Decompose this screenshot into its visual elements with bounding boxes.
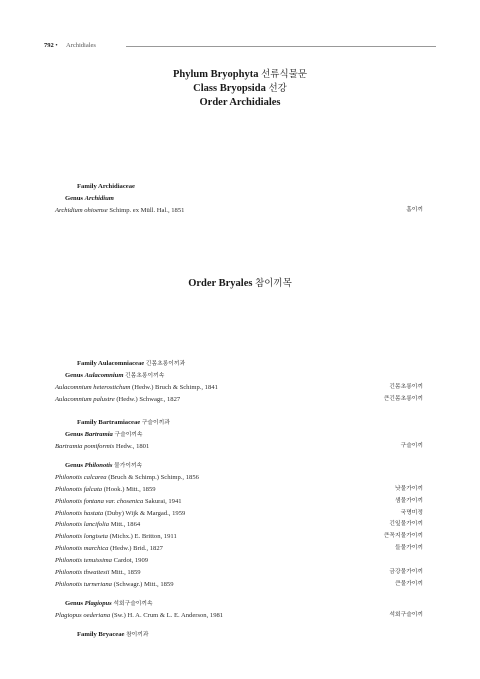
family-name: Family Bartramiaceae — [77, 419, 141, 426]
genus-name: Bartramia — [84, 431, 113, 438]
species-korean-name: 국명미정 — [400, 510, 423, 516]
running-title: Archidiales — [66, 42, 96, 49]
species-line — [55, 531, 423, 542]
species-name: Philonotis thwaitesii — [55, 569, 110, 576]
species-korean-name: 긴몸초롱이끼 — [389, 384, 423, 390]
heading-phylum: Phylum Bryophyta 선류식물문 — [173, 69, 307, 80]
species-name: Archidium ohioense — [55, 207, 108, 214]
species-line — [55, 484, 423, 495]
species-korean-name: 긴잎물가이끼 — [389, 521, 423, 527]
heading-class: Class Bryopsida 선강 — [193, 83, 287, 94]
genus-line — [55, 460, 423, 471]
species-name: Philonotis hastata — [55, 510, 104, 517]
species-name: Plagiopus oederiana — [55, 612, 111, 619]
genus-korean-name: 물가이끼속 — [114, 463, 143, 469]
species-name: Aulacomnium heterostichum — [55, 384, 131, 391]
species-name: Philonotis lancifolia — [55, 521, 110, 528]
species-korean-name: 큰꼭지물가이끼 — [383, 533, 423, 539]
species-korean-name: 구슬이끼 — [400, 443, 423, 449]
species-line — [55, 567, 423, 578]
species-korean-name: 큰물가이끼 — [395, 581, 423, 587]
running-header — [44, 42, 436, 52]
family-line — [55, 181, 423, 192]
family-line — [55, 358, 423, 369]
family-name: Family Archidiaceae — [77, 183, 135, 190]
genus-prefix: Genus — [65, 462, 83, 469]
species-author: (Bruch & Schimp.) Schimp., 1856 — [108, 474, 199, 481]
genus-name: Plagiopus — [84, 600, 112, 607]
genus-prefix: Genus — [65, 431, 83, 438]
genus-line — [55, 598, 423, 609]
species-name: Philonotis marchica — [55, 545, 109, 552]
genus-name: Archidium — [84, 195, 114, 202]
species-author: (Schwagr.) Mitt., 1859 — [113, 581, 174, 588]
family-korean-name: 참이끼과 — [126, 632, 149, 638]
species-name: Bartramia pomiformis — [55, 443, 115, 450]
family-line — [55, 417, 423, 428]
genus-line — [55, 370, 423, 381]
genus-name: Aulacomnium — [84, 372, 124, 379]
heading-order-archidiales: Order Archidiales — [199, 97, 281, 108]
species-line — [55, 441, 423, 452]
genus-name: Philonotis — [84, 462, 113, 469]
species-author: Mitt., 1864 — [110, 521, 141, 528]
species-name: Philonotis turneriana — [55, 581, 112, 588]
family-name: Family Aulacomniaceae — [77, 360, 145, 367]
header-rule — [126, 46, 436, 47]
family-korean-name: 구슬이끼과 — [141, 420, 170, 426]
genus-korean-name: 석회구슬이끼속 — [113, 601, 153, 607]
species-line — [55, 472, 423, 483]
species-author: (Hedw.) Bruch & Schimp., 1841 — [132, 384, 218, 391]
species-name: Philonotis fontana var. chosenica — [55, 498, 144, 505]
species-name: Philonotis falcata — [55, 486, 103, 493]
heading-order-bryales: Order Bryales 참이끼목 — [188, 278, 292, 289]
family-line — [55, 629, 423, 640]
species-line — [55, 382, 423, 393]
species-name: Aulacomnium palustre — [55, 396, 115, 403]
species-author: (Hedw.) Schwagr., 1827 — [116, 396, 181, 403]
species-author: Schimp. ex Müll. Hal., 1851 — [109, 207, 185, 214]
species-author: (Hook.) Mitt., 1859 — [103, 486, 156, 493]
species-line — [55, 394, 423, 405]
species-line — [55, 496, 423, 507]
species-line — [55, 555, 423, 566]
genus-prefix: Genus — [65, 195, 83, 202]
species-line — [55, 205, 423, 216]
species-author: Cardot, 1909 — [113, 557, 149, 564]
species-author: (Hedw.) Brid., 1827 — [110, 545, 163, 552]
species-korean-name: 홈이끼 — [406, 207, 423, 213]
family-name: Family Bryaceae — [77, 631, 125, 638]
genus-line — [55, 193, 423, 204]
family-korean-name: 긴몸초롱이끼과 — [145, 361, 186, 367]
genus-korean-name: 구슬이끼속 — [114, 432, 143, 438]
species-korean-name: 큰긴몸초롱이끼 — [383, 396, 423, 402]
species-author: (Duby) Wijk & Margad., 1959 — [104, 510, 186, 517]
species-author: Sakurai, 1941 — [144, 498, 182, 505]
species-name: Philonotis calcarea — [55, 474, 107, 481]
species-line — [55, 579, 423, 590]
species-line — [55, 508, 423, 519]
species-name: Philonotis tenuissima — [55, 557, 112, 564]
species-line — [55, 543, 423, 554]
species-korean-name: 들물가이끼 — [395, 545, 423, 551]
species-korean-name: 낫물가이끼 — [395, 486, 423, 492]
species-author: (Sw.) H. A. Crum & L. E. Anderson, 1981 — [111, 612, 224, 619]
genus-korean-name: 긴몸초롱이끼속 — [125, 373, 165, 379]
genus-prefix: Genus — [65, 600, 83, 607]
species-line — [55, 519, 423, 530]
species-korean-name: 샘물가이끼 — [395, 498, 423, 504]
species-author: Hedw., 1801 — [115, 443, 150, 450]
page-number: 792 • — [44, 42, 58, 49]
species-author: Mitt., 1859 — [111, 569, 141, 576]
species-author: (Michx.) E. Britton, 1911 — [109, 533, 177, 540]
genus-line — [55, 429, 423, 440]
species-korean-name: 금강물가이끼 — [389, 569, 423, 575]
species-line — [55, 610, 423, 621]
genus-prefix: Genus — [65, 372, 83, 379]
species-korean-name: 석회구슬이끼 — [389, 612, 423, 618]
species-name: Philonotis longiseta — [55, 533, 108, 540]
